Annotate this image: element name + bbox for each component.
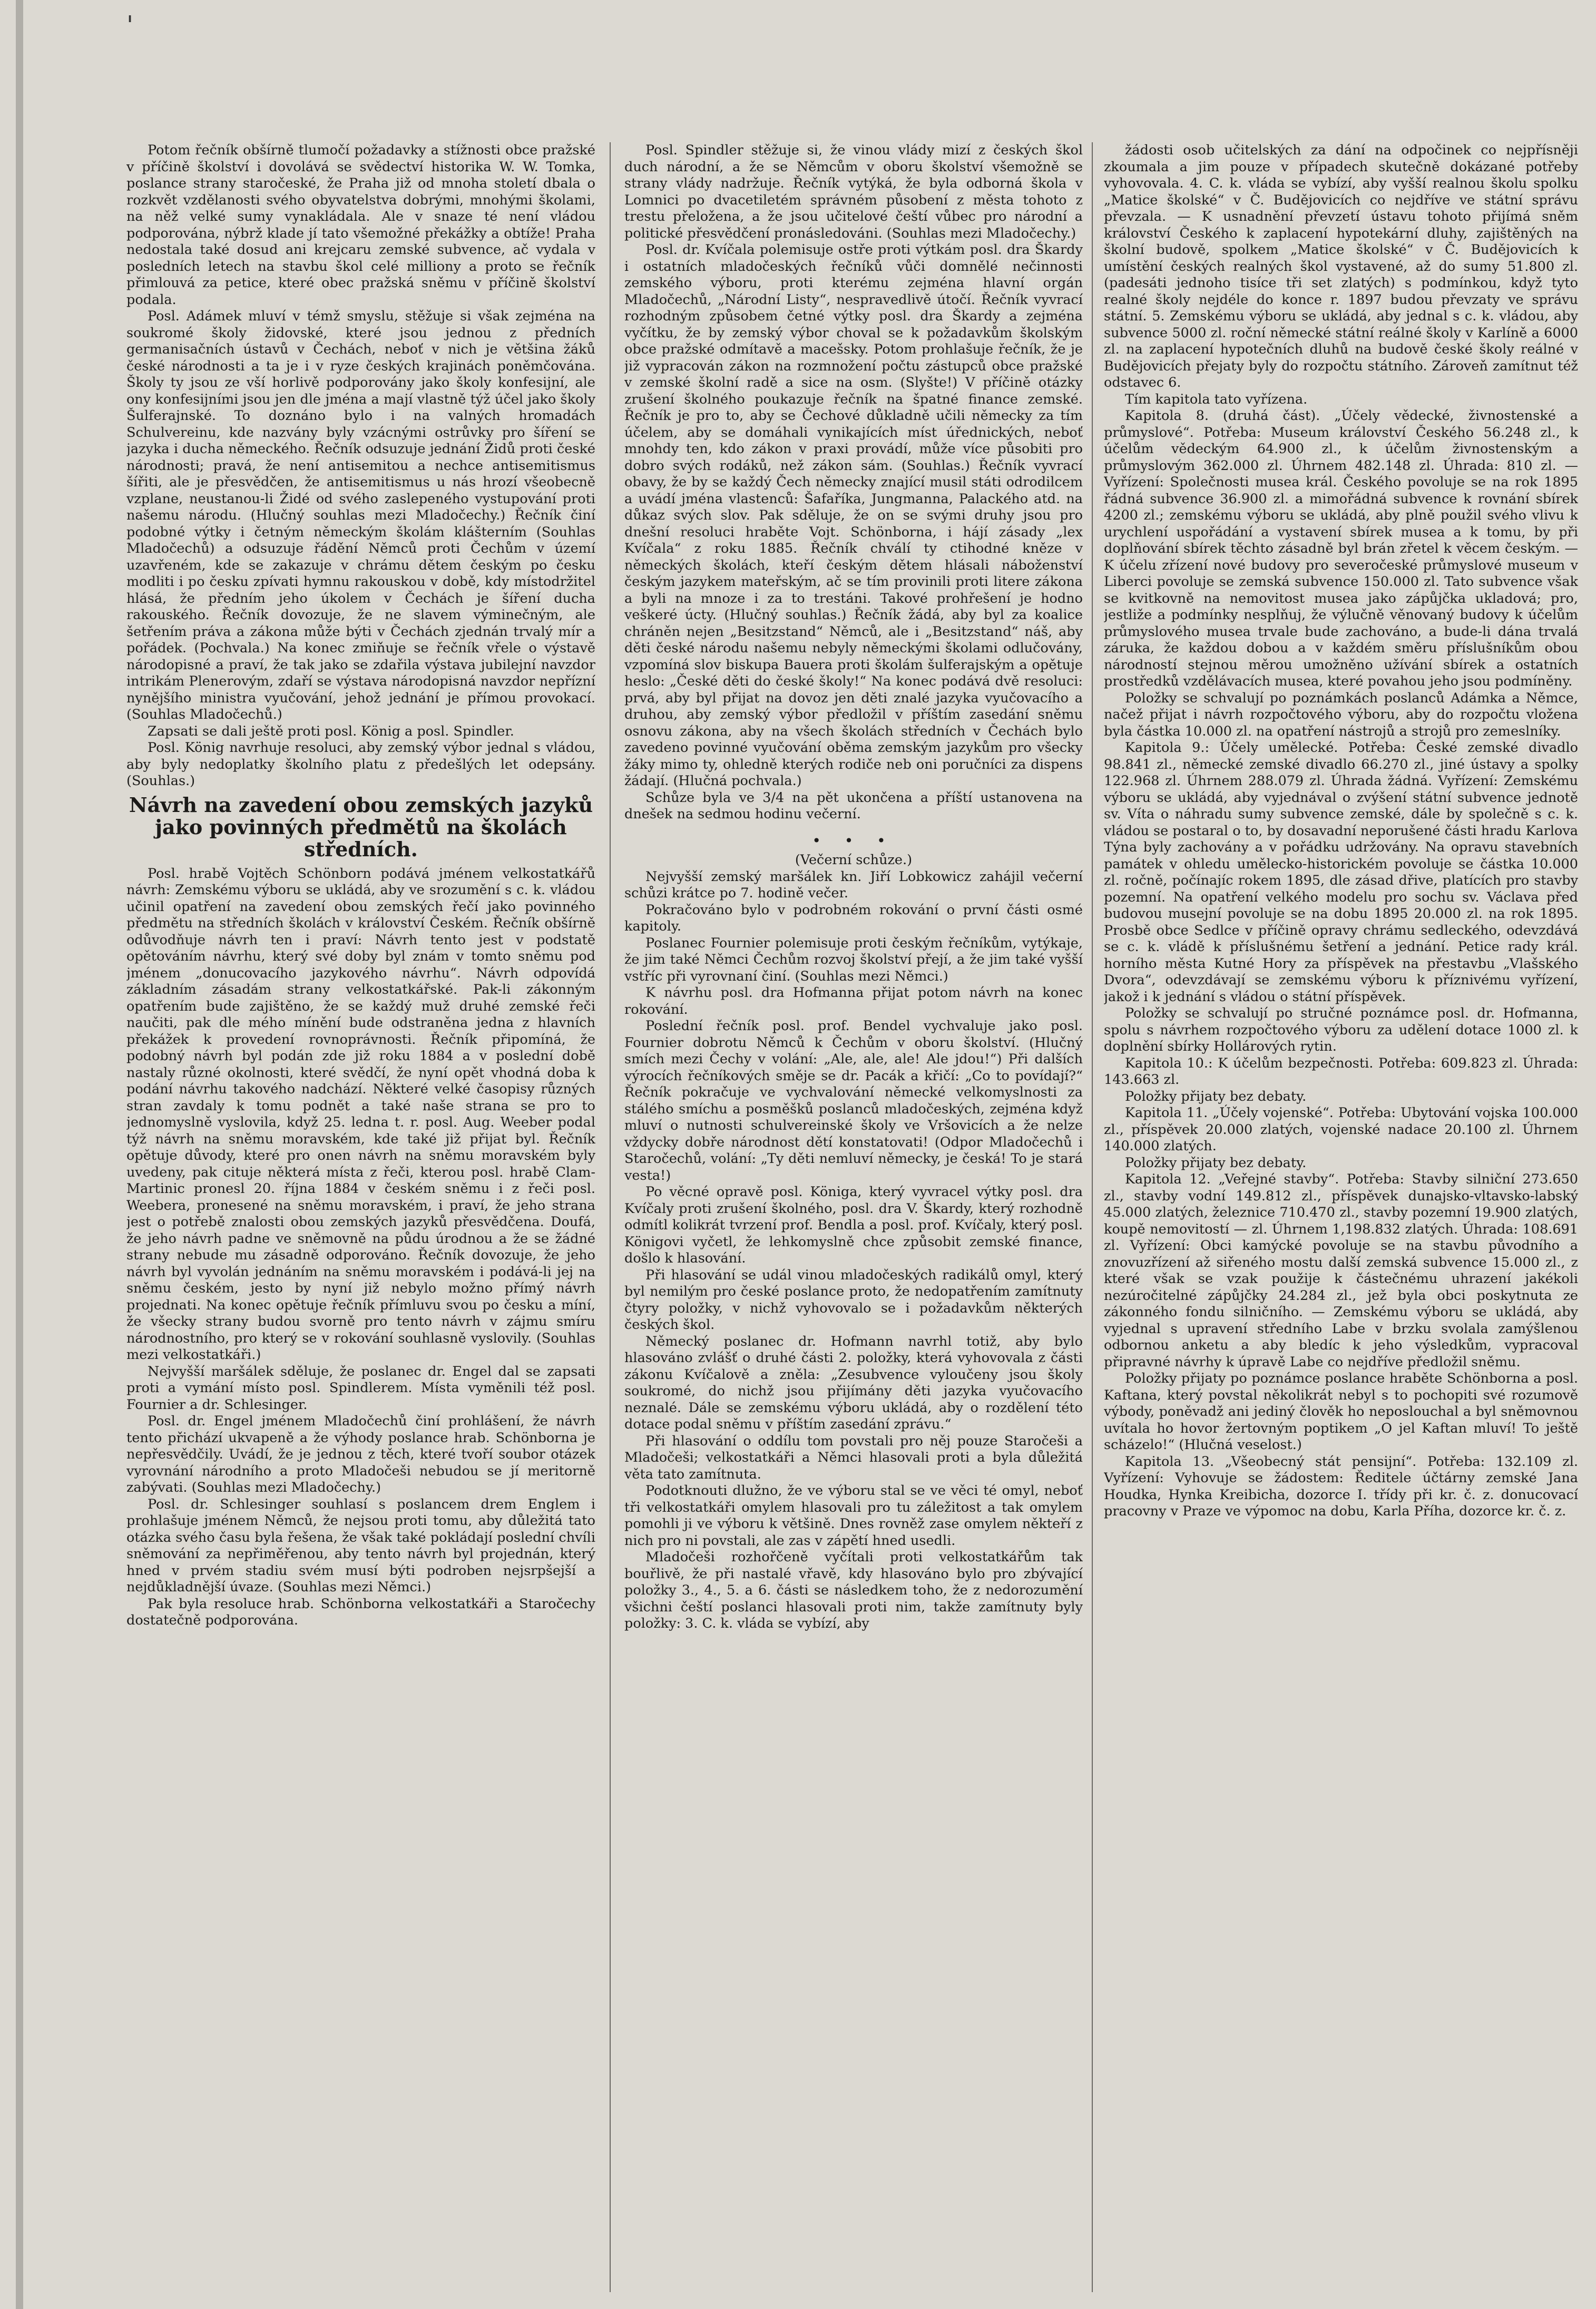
paragraph: Položky přijaty bez debaty. <box>1125 1154 1307 1171</box>
paragraph: Při hlasování se udál vinou mladočeských radikálů omyl, který byl nemilým pro české poslance proto, že nedopatřením zamítnuty čtyry položky, v nichž vyhovovalo se i požadavkům některých českých škol. <box>624 1267 1083 1333</box>
column-1 <box>126 142 595 2292</box>
paragraph: Kapitola 8. (druhá část). „Účely vědecké, živnostenské a průmyslové“. Potřeba: Museum království Českého 56.248 zl., k účelům vědeckým 64.900 zl., k účelům živnostenským a průmyslovým 362.000 zl. Úhrnem 482.148 zl. Úhrada: 810 zl. — Vyřízení: Společnosti musea král. Českého povoluje se na rok 1895 řádná subvence 36.900 zl. a mimořádná subvence k rovnání sbírek 4200 zl.; zemskému výboru se ukládá, aby plně použil svého vlivu k urychlení uspořádání a vystavení sbírek musea a k tomu, by při doplňování sbírek těchto zásadně byl brán zřetel k věcem českým. — K účelu zřízení nové budovy pro severočeské průmyslové museum v Liberci povoluje se zemská subvence 150.000 zl. Tato subvence však se kvitkovně na nemovitost musea jako zápůjčka ukladová; pro, jestliže a podmínky nesplňuj, že výlučně věnovaný budovy k účelům průmyslového musea trvale bude zachováno, a bude-li dána trvalá záruka, že každou dobou a v každém směru příslušníkům obou národností stejnou měrou umožněno užívání sbírek a ostatních prostředků vzdělávacích musea, které povahou jeho jsou podmíněny. <box>1104 408 1578 689</box>
paragraph: Mladočeši rozhořčeně vyčítali proti velkostatkářům tak bouřlivě, že při nastalé vřavě, kdy hlasováno bylo pro zbývající položky 3., 4., 5. a 6. části se následkem toho, že z nedorozumění všichni čeští poslanci hlasovali proti nim, takže zamítnuty byly položky: 3. C. k. vláda se vybízí, aby <box>624 1549 1083 1631</box>
paragraph: Po věcné opravě posl. Königa, který vyvracel výtky posl. dra Kvíčaly proti zrušení školného, posl. dra V. Škardy, který rozhodně odmítl kolikrát tvrzení prof. Bendla a posl. prof. Kvíčaly, který posl. Königovi vyčetl, že lehkomyslně chce způsobit zemské finance, došlo k hlasování. <box>624 1184 1083 1266</box>
paragraph: Posl. dr. Schlesinger souhlasí s poslancem drem Englem i prohlašuje jménem Němců, že nejsou proti tomu, aby důležitá tato otázka svého času byla řešena, že však také pokládají poslední chvíli sněmování za nepřiměřenou, aby tento návrh byl projednán, který hned v prvém stadiu svém musí býti podroben nejsrpšejší a nejdůkladnější úvaze. (Souhlas mezi Němci.) <box>126 1496 595 1595</box>
paragraph: Položky se schvalují po stručné poznámce posl. dr. Hofmanna, spolu s návrhem rozpočtového výboru za udělení dotace 1000 zl. k doplnění sbírky Hollárových rytin. <box>1104 1005 1578 1054</box>
paragraph: Posl. hrabě Vojtěch Schönborn podává jménem velkostatkářů návrh: Zemskému výboru se ukládá, aby ve srozumění s c. k. vládou učinil opatření na zavedení obou zemských řečí jako povinného předmětu na středních školách v království Českém. Řečník obšírně odůvodňuje návrh ten i praví: Návrh tento jest v podstatě opětováním návrhu, který své doby byl znám v tomto sněmu pod jménem „donucovacího jazykového návrhu“. Návrh odpovídá základním zásadám strany velkostatkářské. Pak-li zákonným opatřením bude zajištěno, že se každý muž druhé zemské řeči naučiti, pak dle mého mínění bude odstraněna jedna z hlavních překážek k provedení rovnoprávnosti. Řečník připomíná, že podobný návrh byl podán zde již roku 1884 a v poslední době nastaly různé okolnosti, které svědčí, že nyní opět vhodná doba k podání návrhu takového nadchází. Některé velké časopisy různých stran zavdaly k tomu podnět a také naše strana se pro to jednomyslně vyslovila, když 25. ledna t. r. posl. Aug. Weeber podal týž návrh na sněmu moravském, kde také již přijat byl. Řečník opětuje důvody, které pro onen návrh na sněmu moravském byly uvedeny, pak cituje některá místa z řeči, kterou posl. hrabě Clam-Martinic pronesl 20. října 1884 v českém sněmu i z řeči posl. Weebera, pronesené na sněmu moravském, i praví, že jeho strana jest o potřebě znalosti obou zemských jazyků přesvědčena. Doufá, že jeho návrh padne ve sněmovně na půdu úrodnou a že se žádné strany nebude mu zásadně odporováno. Řečník dovozuje, že jeho návrh byl vyvolán jednáním na sněmu moravském i podává-li jej na sněmu českém, jesto by nyní již nebylo možno přímý návrh projednati. Na konec opětuje řečník přímluvu svou po česku a míní, že všecky strany budou svorně pro tento návrh v zájmu smíru národnostního, pro který se v rokování souhlasně vyslovily. (Souhlas mezi velkostatkáři.) <box>126 865 595 1363</box>
paragraph: Potom řečník obšírně tlumočí požadavky a stížnosti obce pražské v příčině školství i dovolává se svědectví historika W. W. Tomka, poslance strany staročeské, že Praha již od mnoha století dbala o rozkvět vzdělanosti svého obyvatelstva dobrými, mnohými školami, na něž velké sumy vynakládala. Ale v snaze té není vládou podporována, nýbrž klade jí tato všemožné překážky a obtíže! Praha nedostala také dosud ani krejcaru zemské subvence, ač vydala v posledních letech na stavbu škol celé milliony a proto se řečník přimlouvá za petice, které obec pražská sněmu v příčině školství podala. <box>126 142 595 308</box>
paragraph: Posl. Spindler stěžuje si, že vinou vlády mizí z českých škol duch národní, a že se Němcům v oboru školství všemožně se strany vlády nadržuje. Řečník vytýká, že byla odborná škola v Lomnici po dvacetiletém správném působení z města tohoto z trestu přeložena, a že jsou učitelové čeští vůbec pro národní a politické přesvědčení pronásledováni. (Souhlas mezi Mladočechy.) <box>624 142 1083 241</box>
paragraph: Posl. dr. Engel jménem Mladočechů činí prohlášení, že návrh tento přichází ukvapeně a že výhody poslance hrab. Schönborna je nepřesvědčily. Uvádí, že je jednou z těch, které tvoří soubor otázek vyrovnání národního a proto Mladočeši nebudou se jí meritorně zabývati. (Souhlas mezi Mladočechy.) <box>126 1413 595 1495</box>
paragraph: Kapitola 12. „Veřejné stavby“. Potřeba: Stavby silniční 273.650 zl., stavby vodní 149.812 zl., příspěvek dunajsko-vltavsko-labský 45.000 zlatých, železnice 710.470 zl., stavby pozemní 19.900 zlatých, koupě nemovitostí — zl. Úhrnem 1,198.832 zlatých. Úhrada: 108.691 zl. Vyřízení: Obci kamýcké povoluje se na stavbu původního a znovuzřízení až siřeného mostu další zemská subvence 15.000 zl., z které však se vzak použije k částečnému uhrazení jakékoli nezúročitelné zápůjčky 24.284 zl., jež byla obci poskytnuta ze zákonného fondu silničního. — Zemskému výboru se ukládá, aby vyjednal s upravení středního Labe v brzku svolala zamýšlenou odbornou anketu a aby bledíc k jeho výsledkům, vypracoval připravné návrhy k úpravě Labe co nejdříve předložil sněmu. <box>1104 1171 1578 1370</box>
paragraph: Německý poslanec dr. Hofmann navrhl totiž, aby bylo hlasováno zvlášť o druhé části 2. položky, která vyhovovala z části zákonu Kvíčalově a zněla: „Zesubvence vyloučeny jsou školy soukromé, do nichž jsou přijímány děti jazyka vyučovacího neznalé. Dále se zemskému výboru ukládá, aby o rozdělení této dotace podal sněmu v příštím zasedání zprávu.“ <box>624 1333 1083 1432</box>
paragraph: K návrhu posl. dra Hofmanna přijat potom návrh na konec rokování. <box>624 985 1083 1017</box>
paragraph: Kapitola 13. „Všeobecný stát pensijní“. Potřeba: 132.109 zl. Vyřízení: Vyhovuje se žádostem: Ředitele účtárny zemské Jana Houdka, Hynka Kreibicha, dozorce I. třídy při kr. č. z. donucovací pracovny v Praze ve výpomoc na dobu, Karla Příha, dozorce kr. č. z. <box>1104 1453 1578 1519</box>
paragraph: Nejvyšší zemský maršálek kn. Jiří Lobkowicz zahájil večerní schůzi krátce po 7. hodině večer. <box>624 868 1083 901</box>
paragraph: Tím kapitola tato vyřízena. <box>1125 391 1308 407</box>
paragraph: Kapitola 9.: Účely umělecké. Potřeba: České zemské divadlo 98.841 zl., německé zemské divadlo 66.270 zl., jiné ústavy a spolky 122.968 zl. Úhrnem 288.079 zl. Úhrada žádná. Vyřízení: Zemskému výboru se ukládá, aby vyjednával o zvýšení státní subvence jednotě sv. Víta o náhradu sumy subvence zemské, dále by společně s c. k. vládou se postaral o to, by dosavadní neporušené části hradu Karlova Týna byly zachovány a v pořádku udržovány. Na opravu stavebních památek v ohledu umělecko-historickém povoluje se částka 10.000 zl. ročně, počínajíc rokem 1895, dle zásad dřive, platících pro stavby pozemní. Na opatření velkého modelu pro sochu sv. Václava před budovou musejní povoluje se na dobu 1895 20.000 zl. na rok 1895. Prosbě obce Sedlce v příčině opravy chrámu sedleckého, odevzdává se c. k. vládě k příslušnému šetření a jednání. Petice rady král. horního města Kutné Hory za příspěvek na přestavbu „Vlašského Dvora“, odevzdávají se zemskému výboru k příznivému vyřízení, jakož i k jednání s vládou o státní příspěvek. <box>1104 740 1578 1005</box>
paragraph: Posl. dr. Kvíčala polemisuje ostře proti výtkám posl. dra Škardy i ostatních mladočeských řečníků vůči domnělé nečinnosti zemského výboru, proti kterému zejména hlavní orgán Mladočechů, „Národní Listy“, nespravedlivě útočí. Řečník vyvrací rozhodným způsobem četné výtky posl. dra Škardy a zejména vyčítku, že by zemský výbor choval se k požadavkům školským obce pražské odmítavě a macešsky. Potom prohlašuje řečník, že je již vypracován zákon na rozmnožení počtu zástupců obce pražské v zemské školní radě a sice na osm. (Slyšte!) V příčině otázky zrušení školného poukazuje řečník na špatné finance zemské. Řečník je pro to, aby se Čechové důkladně učili německy za tím účelem, aby se domáhali vynikajících míst úřednických, neboť mnohdy ten, kdo zákon v praxi provádí, může více působiti pro dobro svých rodáků, než zákon sám. (Souhlas.) Řečník vyvrací obavy, že by se každý Čech německy znající musil státi odrodilcem a uvádí jména vlastenců: Šafaříka, Jungmanna, Palackého atd. na důkaz svých slov. Pak sděluje, že on se svými druhy jsou pro dnešní resoluci hraběte Vojt. Schönborna, i hájí zásady „lex Kvíčala“ z roku 1885. Řečník chválí ty ctihodné kněze v německých školách, kteří českým dětem hlásali náboženství českým jazykem mateřským, ač se tím provinili proti litere zákona a byli na mnoze i za to trestáni. Takové prohřešení je hodno veškeré úcty. (Hlučný souhlas.) Řečník žádá, aby byl za koalice chráněn nejen „Besitzstand“ Němců, ale i „Besitzstand“ náš, aby děti české národu našemu nebyly německými školami odlučovány, vzpomíná slov biskupa Bauera proti školám šulferajským a opětuje heslo: „České děti do české školy!“ Na konec podává dvě resoluci: prvá, aby byl přijat na dovoz jen děti znalé jazyka vyučovacího a druhou, aby zemský výbor předložil v příštím zasedání sněmu osnovu zákona, aby na všech školách středních v Čechách bylo zavedeno povinné vyučování oběma zemským jazykům pro všecky žáky mimo ty, ohledně kterých rodiče neb oni poručníci za dispens žádají. (Hlučná pochvala.) <box>624 242 1083 789</box>
page-edge-mark: ' <box>126 11 134 40</box>
column-3 <box>1104 142 1578 2292</box>
page-fold-shadow <box>16 0 23 2309</box>
paragraph: Při hlasování o oddílu tom povstali pro něj pouze Staročeši a Mladočeši; velkostatkáři a Němci hlasovali proti a byla důležitá věta tato zamítnuta. <box>624 1433 1083 1482</box>
paragraph: Posl. Adámek mluví v témž smyslu, stěžuje si však zejména na soukromé školy židovské, které jsou jednou z předních germanisačních ústavů v Čechách, neboť v nich je většina žáků české národnosti a ta je i v ryze českých krajinách poněmčována. Školy ty jsou ze vší horlivě podporovány jako školy konfesijní, ale ony konfesijními jsou jen dle jména a mají vlastně týž účel jako školy Šulferajnské. To doznáno bylo i na valných hromadách Schulvereinu, kde nazvány byly vzácnými ostrůvky pro šíření se jazyka i ducha německého. Řečník odsuzuje jednání Židů proti české národnosti; pravá, že není antisemitou a nechce antisemitismus šířiti, ale je přesvědčen, že antisemitismus u nás hrozí všeobecně vzplane, neustanou-li Židé od svého zaslepeného vystupování proti našemu národu. (Hlučný souhlas mezi Mladočechy.) Řečník činí podobné výtky i četným německým školám klášterním (Souhlas Mladočechů) a odsuzuje řádění Němců proti Čechům v území uzavřeném, kde se zakazuje v chrámu dětem českým po česku modliti i po česku zpívati hymnu rakouskou v době, kdy místodržitel hlásá, že předním jeho úkolem v Čechách je šíření ducha rakouského. Řečník dovozuje, že ne slavem výminečným, ale šetřením práva a zákona může býti v Čechách zjednán trvalý mír a pořádek. (Pochvala.) Na konec zmiňuje se řečník vřele o výstavě národopisné a praví, že tak jako se zdařila výstava jubilejní navzdor intrikám Plenerovým, zdaří se výstava národopisná navzdor nepřízní nynějšího ministra vyučování, jehož jednání je přímou provokací. (Souhlas Mladočechů.) <box>126 308 595 722</box>
paragraph: Podotknouti dlužno, že ve výboru stal se ve věci té omyl, neboť tři velkostatkáři omylem hlasovali pro tu záležitost a tak omylem pomohli ji ve výboru k většině. Dnes rovněž zase omylem někteří z nich pro ni povstali, ale zas v zápětí hned usedli. <box>624 1483 1083 1549</box>
section-separator: • • • <box>812 831 895 849</box>
column-rule <box>610 142 611 2292</box>
paragraph: Poslední řečník posl. prof. Bendel vychvaluje jako posl. Fournier dobrotu Němců k Čechům v oboru školství. (Hlučný smích mezi Čechy v volání: „Ale, ale, ale! Ale jdou!“) Při dalších výrocích řečníkových směje se dr. Pacák a křičí: „Co to povídají?“ Řečník pokračuje ve vychvalování německé velkomyslnosti za stálého smíchu a posměšků poslanců mladočeských, zejména když mluví o nutnosti schulvereinské školy ve Vršovicích a že nelze vždycky dobře národnost dětí konstatovati! (Odpor Mladočechů i Staročechů, volání: „Ty děti nemluví německy, je česká! To je stará vesta!) <box>624 1018 1083 1183</box>
section-heading: Návrh na zavedení obou zemských jazyků jako povinných předmětů na školách středních. <box>129 793 593 861</box>
paragraph: Poslanec Fournier polemisuje proti českým řečníkům, vytýkaje, že jim také Němci Čechům rozvoj školství přejí, a že jim také vyšší vstříc při vyrovnaní činí. (Souhlas mezi Němci.) <box>624 935 1083 984</box>
session-title: (Večerní schůze.) <box>795 852 913 868</box>
paragraph: Posl. König navrhuje resoluci, aby zemský výbor jednal s vládou, aby byly nedoplatky školního platu z předešlých let odepsány. (Souhlas.) <box>126 740 595 789</box>
column-2 <box>624 142 1083 2292</box>
paragraph: žádosti osob učitelských za dání na odpočinek co nejpřísněji zkoumala a jim pouze v případech skutečně dokázané potřeby vyhovovala. 4. C. k. vláda se vybízí, aby vyšší realnou školu spolku „Matice školské“ v Č. Budějovicích co nejdříve ve státní správu převzala. — K usnadnění převzetí ústavu tohoto přijímá sněm království Českého k zaplacení hypotekární dluhy, zajištěných na školní budově, spolkem „Matice školské“ v Č. Budějovicích k umístění českých realných škol vystavené, až do sumy 51.800 zl. (padesáti jednoho tisíce tři set zlatých) s podmínkou, když tyto realné školy nejdéle do konce r. 1897 budou převzaty ve správu státní. 5. Zemskému výboru se ukládá, aby jednal s c. k. vládou, aby subvence 5000 zl. roční německé státní reálné školy v Karlíně a 6000 zl. na zaplacení hypotečních dluhů na budově české školy reálné v Budějovicích přejaty byly do rozpočtu státního. Zároveň zamítnut též odstavec 6. <box>1104 142 1578 390</box>
paragraph: Kapitola 10.: K účelům bezpečnosti. Potřeba: 609.823 zl. Úhrada: 143.663 zl. <box>1104 1055 1578 1088</box>
paragraph: Položky přijaty bez debaty. <box>1125 1088 1307 1104</box>
paragraph: Nejvyšší maršálek sděluje, že poslanec dr. Engel dal se zapsati proti a vymání místo posl. Spindlerem. Místa vyměnili též posl. Fournier a dr. Schlesinger. <box>126 1363 595 1413</box>
column-rule <box>1092 142 1093 2292</box>
paragraph: Schůze byla ve 3/4 na pět ukončena a příští ustanovena na dnešek na sedmou hodinu večerní. <box>624 789 1083 822</box>
paragraph: Pak byla resoluce hrab. Schönborna velkostatkáři a Staročechy dostatečně podporována. <box>126 1596 595 1628</box>
paragraph: Položky se schvalují po poznámkách poslanců Adámka a Němce, načež přijat i návrh rozpočtového výboru, aby do rozpočtu vložena byla částka 10.000 zl. na opatření nástrojů a strojů pro zemeslníky. <box>1104 690 1578 739</box>
paragraph: Pokračováno bylo v podrobném rokování o první části osmé kapitoly. <box>624 902 1083 934</box>
paragraph: Položky přijaty po poznámce poslance hraběte Schönborna a posl. Kaftana, který povstal několikrát nebyl s to pochopiti své rozumově výbody, poněvadž ani jediný člověk ho neposlouchal a byl sněmovnou uvítala ho hovor žertovným poptikem „O jel Kaftan mluví! To ještě scházelo!“ (Hlučná veselost.) <box>1104 1371 1578 1453</box>
paragraph: Kapitola 11. „Účely vojenské“. Potřeba: Ubytování vojska 100.000 zl., příspěvek 20.000 zlatých, vojenské nadace 20.100 zl. Úhrnem 140.000 zlatých. <box>1104 1105 1578 1154</box>
paragraph: Zapsati se dali ještě proti posl. König a posl. Spindler. <box>148 723 514 739</box>
